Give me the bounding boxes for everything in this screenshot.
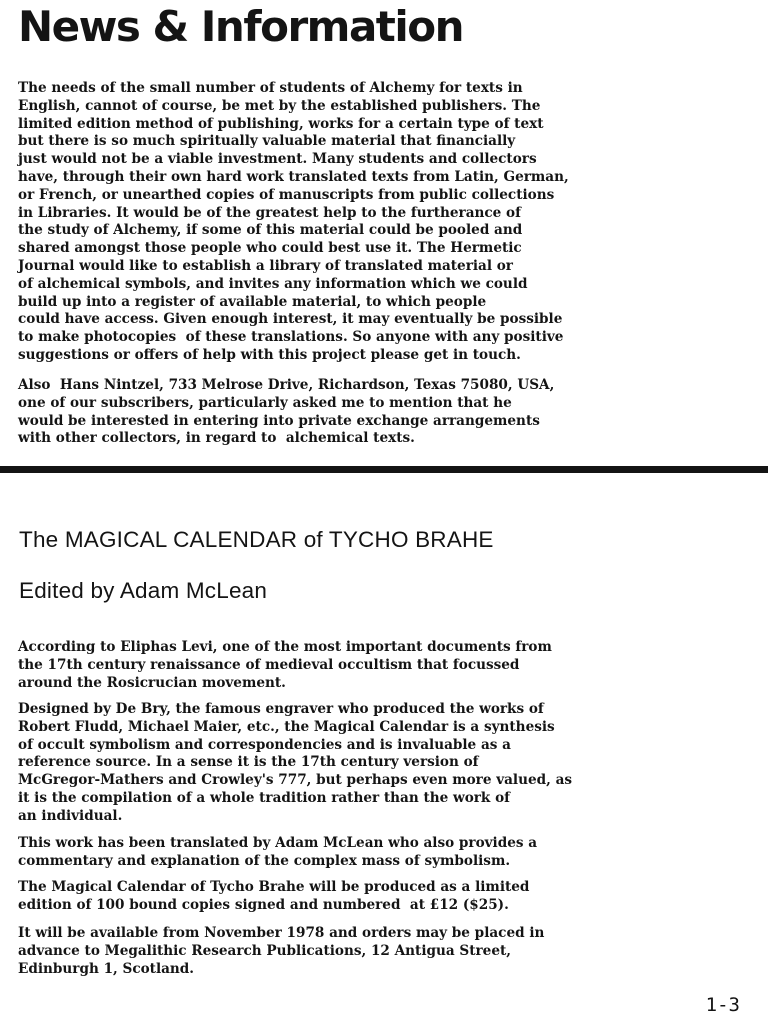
calendar-paragraph-2: Designed by De Bry, the famous engraver who produced the works of Robert Fludd, Michael Maier, etc., the Magical Calendar is a synthesis of occult symbolism and correspondencies and is invaluable as a reference source. In a sense it is the 17th century version of McGregor-Mathers and Crowley's 777, but perhaps even more valued, as it is the compilation of a whole tradition rather than the work of an individual. — [18, 701, 573, 824]
calendar-paragraph-4: The Magical Calendar of Tycho Brahe will be produced as a limited edition of 100 bound copies signed and numbered at £12 ($25). — [18, 879, 530, 913]
news-paragraph-2: Also Hans Nintzel, 733 Melrose Drive, Richardson, Texas 75080, USA, one of our subscribers, particularly asked me to mention that he would be interested in entering into private exchange arrangements with other collectors, in regard to alchemical texts. — [18, 377, 555, 447]
section-subtitle: Edited by Adam McLean — [19, 578, 268, 603]
section-divider — [0, 466, 768, 473]
calendar-paragraph-3: This work has been translated by Adam McLean who also provides a commentary and explanation of the complex mass of symbolism. — [18, 835, 538, 869]
page-number: 1-3 — [705, 994, 740, 1016]
section-title: The MAGICAL CALENDAR of TYCHO BRAHE — [19, 527, 494, 552]
news-paragraph-1: The needs of the small number of students of Alchemy for texts in English, cannot of course, be met by the established publishers. The limited edition method of publishing, works for a certain type of text but there is so much spiritually valuable material that financially just would not be a viable investment. Many students and collectors have, through their own hard work translated texts from Latin, German, or French, or unearthed copies of manuscripts from public collections in Libraries. It would be of the greatest help to the furtherance of the study of Alchemy, if some of this material could be pooled and shared amongst those people who could best use it. The Hermetic Journal would like to establish a library of translated material or of alchemical symbols, and invites any information which we could build up into a register of available material, to which people could have access. Given enough interest, it may eventually be possible to make photocopies of these translations. So anyone with any positive suggestions or offers of help with this project please get in touch. — [18, 80, 569, 363]
calendar-paragraph-1: According to Eliphas Levi, one of the most important documents from the 17th century renaissance of medieval occultism that focussed around the Rosicrucian movement. — [18, 639, 552, 691]
page-title: News & Information — [18, 2, 464, 51]
calendar-paragraph-5: It will be available from November 1978 and orders may be placed in advance to Megalithic Research Publications, 12 Antigua Street, Edinburgh 1, Scotland. — [18, 925, 545, 977]
